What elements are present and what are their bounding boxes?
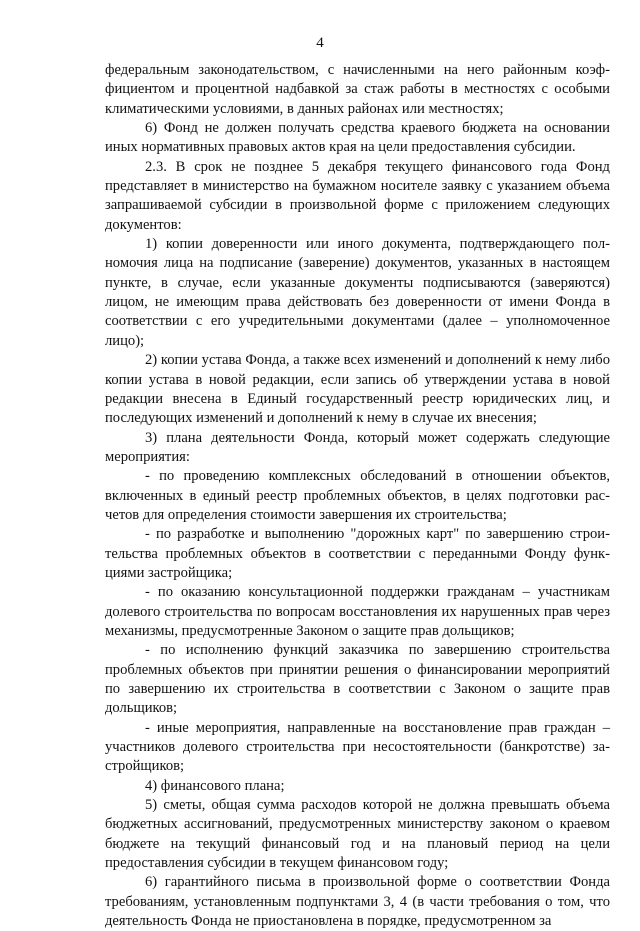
list-item: - по разработке и выполнению "дорожных карт" по завершению строительства проблемных объектов в соответствии с переданными Фонду функциями застройщика; — [105, 526, 610, 581]
list-item: 5) сметы, общая сумма расходов которой не должна превышать объема бюджетных ассигнований, предусмотренных министерству законом о краевом бюджете на текущий финансовый год и на плановый период на цели предоставления субсидии в текущем финансовом году; — [105, 797, 610, 872]
document-body — [105, 61, 610, 931]
list-item: 1) копии доверенности или иного документа, подтверждающего полномочия лица на подписание (заверение) документов, указанных в настоящем пункте, в случае, если указанные документы подписываются (заверяются) лицом, не имеющим права действовать без доверенности от имени Фонда в соответствии с его учредительными документами (далее – уполномоченное лицо); — [105, 236, 610, 349]
list-item: - по проведению комплексных обследований в отношении объектов, включенных в единый реестр проблемных объектов, в целях подготовки расчетов для определения стоимости завершения их строительства; — [105, 468, 610, 523]
list-item: 4) финансового плана; — [145, 777, 285, 794]
list-item: 3) плана деятельности Фонда, который может содержать следующие мероприятия: — [105, 429, 610, 465]
list-item: - по оказанию консультационной поддержки гражданам – участникам долевого строительства по вопросам восстановления их нарушенных прав через механизмы, предусмотренные Законом о защите прав дольщиков; — [105, 584, 610, 639]
paragraph: федеральным законодательством, с начисленными на него районным коэффициентом и процентной надбавкой за стаж работы в местностях с особыми климатическими условиями, в данных районах или местностях; — [105, 62, 610, 117]
list-item: - по исполнению функций заказчика по завершению строительства проблемных объектов при принятии решения о финансировании мероприятий по завершению их строительства в соответствии с Законом о защите прав дольщиков; — [105, 642, 610, 717]
list-item: 6) гарантийного письма в произвольной форме о соответствии Фонда требованиям, установленным подпунктами 3, 4 (в части требования о том, что деятельность Фонда не приостановлена в порядке, предусмотренном за — [105, 874, 610, 930]
page-number: 4 — [316, 35, 324, 51]
list-item: - иные мероприятия, направленные на восстановление прав граждан – участников долевого строительства при несостоятельности (банкротстве) застройщиков; — [105, 719, 610, 775]
paragraph: 6) Фонд не должен получать средства краевого бюджета на основании иных нормативных правовых актов края на цели предоставления субсидии. — [105, 120, 610, 156]
list-item: 2) копии устава Фонда, а также всех изменений и дополнений к нему либо копии устава в новой редакции, если запись об утверждении устава в новой редакции внесена в Единый государственный реестр юридических лиц, и последующих изменений и дополнений к нему в случае их внесения; — [105, 352, 610, 427]
paragraph: 2.3. В срок не позднее 5 декабря текущего финансового года Фонд представляет в министерство на бумажном носителе заявку с указанием объема запрашиваемой субсидии в произвольной форме с приложением следующих документов: — [105, 158, 610, 233]
